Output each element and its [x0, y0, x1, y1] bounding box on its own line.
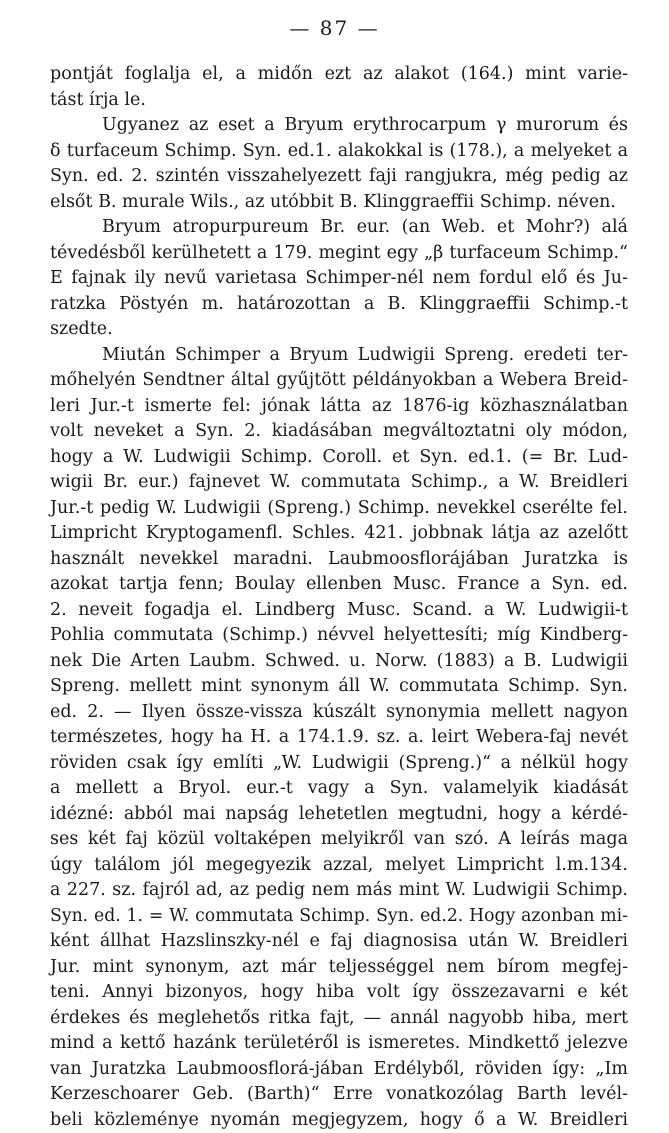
text-line: Spreng. mellett mint synonym áll W. commutata Schimp. Syn.	[50, 674, 628, 700]
text-line: Ugyanez az eset a Bryum erythrocarpum γ murorum és	[50, 113, 628, 139]
text-line: ses két faj közül voltaképen melyikről van szó. A leírás maga	[50, 827, 628, 853]
text-line: tévedésből kerülhetett a 179. megint egy „β turfaceum Schimp.“	[50, 241, 628, 267]
text-line: mőhelyén Sendtner által gyűjtött példányokban a Webera Breid-	[50, 368, 628, 394]
text-line: Miután Schimper a Bryum Ludwigii Spreng. eredeti ter-	[50, 343, 628, 369]
text-line: pontját foglalja el, a midőn ezt az alakot (164.) mint varie-	[50, 62, 628, 88]
text-line: Kerzeschoarer Geb. (Barth)“ Erre vonatkozólag Barth levél-	[50, 1082, 628, 1108]
text-line: szedte.	[50, 317, 628, 343]
text-line: Bryum atropurpureum Br. eur. (an Web. et Mohr?) alá	[50, 215, 628, 241]
body-text	[50, 62, 628, 1133]
text-line: azokat tartja fenn; Boulay ellenben Musc. France a Syn. ed.	[50, 572, 628, 598]
text-line: ként állhat Hazslinszky-nél e faj diagnosisa után W. Breidleri	[50, 929, 628, 955]
text-line: teni. Annyi bizonyos, hogy hiba volt így összezavarni e két	[50, 980, 628, 1006]
text-line: volt neveket a Syn. 2. kiadásában megváltoztatni oly módon,	[50, 419, 628, 445]
text-line: elsőt B. murale Wils., az utóbbit B. Klinggraeffii Schimp. néven.	[50, 190, 628, 216]
text-line: Jur.-t pedig W. Ludwigii (Spreng.) Schimp. nevekkel cserélte fel.	[50, 496, 628, 522]
text-line: használt nevekkel maradni. Laubmoosflorájában Juratzka is	[50, 547, 628, 573]
text-line: 2. neveit fogadja el. Lindberg Musc. Scand. a W. Ludwigii-t	[50, 598, 628, 624]
text-line: úgy találom jól megegyezik azzal, melyet Limpricht l.m.134.	[50, 853, 628, 879]
text-line: érdekes és meglehetős ritka fajt, — annál nagyobb hiba, mert	[50, 1006, 628, 1032]
text-line: leri Jur.-t ismerte fel: jónak látta az 1876-ig közhasználatban	[50, 394, 628, 420]
text-line: Limpricht Kryptogamenfl. Schles. 421. jobbnak látja az azelőtt	[50, 521, 628, 547]
text-line: nek Die Arten Laubm. Schwed. u. Norw. (1883) a B. Ludwigii	[50, 649, 628, 675]
text-line: Pohlia commutata (Schimp.) névvel helyettesíti; míg Kindberg-	[50, 623, 628, 649]
text-line: mind a kettő hazánk területéről is ismeretes. Mindkettő jelezve	[50, 1031, 628, 1057]
text-line: a mellett a Bryol. eur.-t vagy a Syn. valamelyik kiadását	[50, 776, 628, 802]
text-line: wigii Br. eur.) fajnevet W. commutata Schimp., a W. Breidleri	[50, 470, 628, 496]
text-line: Syn. ed. 2. szintén visszahelyezett faji rangjukra, még pedig az	[50, 164, 628, 190]
text-line: hogy a W. Ludwigii Schimp. Coroll. et Syn. ed.1. (= Br. Lud-	[50, 445, 628, 471]
text-line: E fajnak ily nevű varietasa Schimper-nél nem fordul elő és Ju-	[50, 266, 628, 292]
text-line: ratzka Pöstyén m. határozottan a B. Klinggraeffii Schimp.-t	[50, 292, 628, 318]
text-line: van Juratzka Laubmoosflorá-jában Erdélyből, röviden így: „Im	[50, 1057, 628, 1083]
text-line: természetes, hogy ha H. a 174.1.9. sz. a. leirt Webera-faj nevét	[50, 725, 628, 751]
text-line: a 227. sz. fajról ad, az pedig nem más mint W. Ludwigii Schimp.	[50, 878, 628, 904]
text-line: idézné: abból mai napság lehetetlen megtudni, hogy a kérdé-	[50, 802, 628, 828]
text-line: tást írja le.	[50, 88, 628, 114]
text-line: ed. 2. — Ilyen össze-vissza kúszált synonymia mellett nagyon	[50, 700, 628, 726]
page-number: — 87 —	[0, 16, 669, 40]
text-line: Syn. ed. 1. = W. commutata Schimp. Syn. ed.2. Hogy azonban mi-	[50, 904, 628, 930]
text-line: beli közleménye nyomán megjegyzem, hogy ő a W. Breidleri	[50, 1108, 628, 1133]
text-line: δ turfaceum Schimp. Syn. ed.1. alakokkal is (178.), a melyeket a	[50, 139, 628, 165]
text-line: röviden csak így említi „W. Ludwigii (Spreng.)“ a nélkül hogy	[50, 751, 628, 777]
text-line: Jur. mint synonym, azt már teljességgel nem bírom megfej-	[50, 955, 628, 981]
